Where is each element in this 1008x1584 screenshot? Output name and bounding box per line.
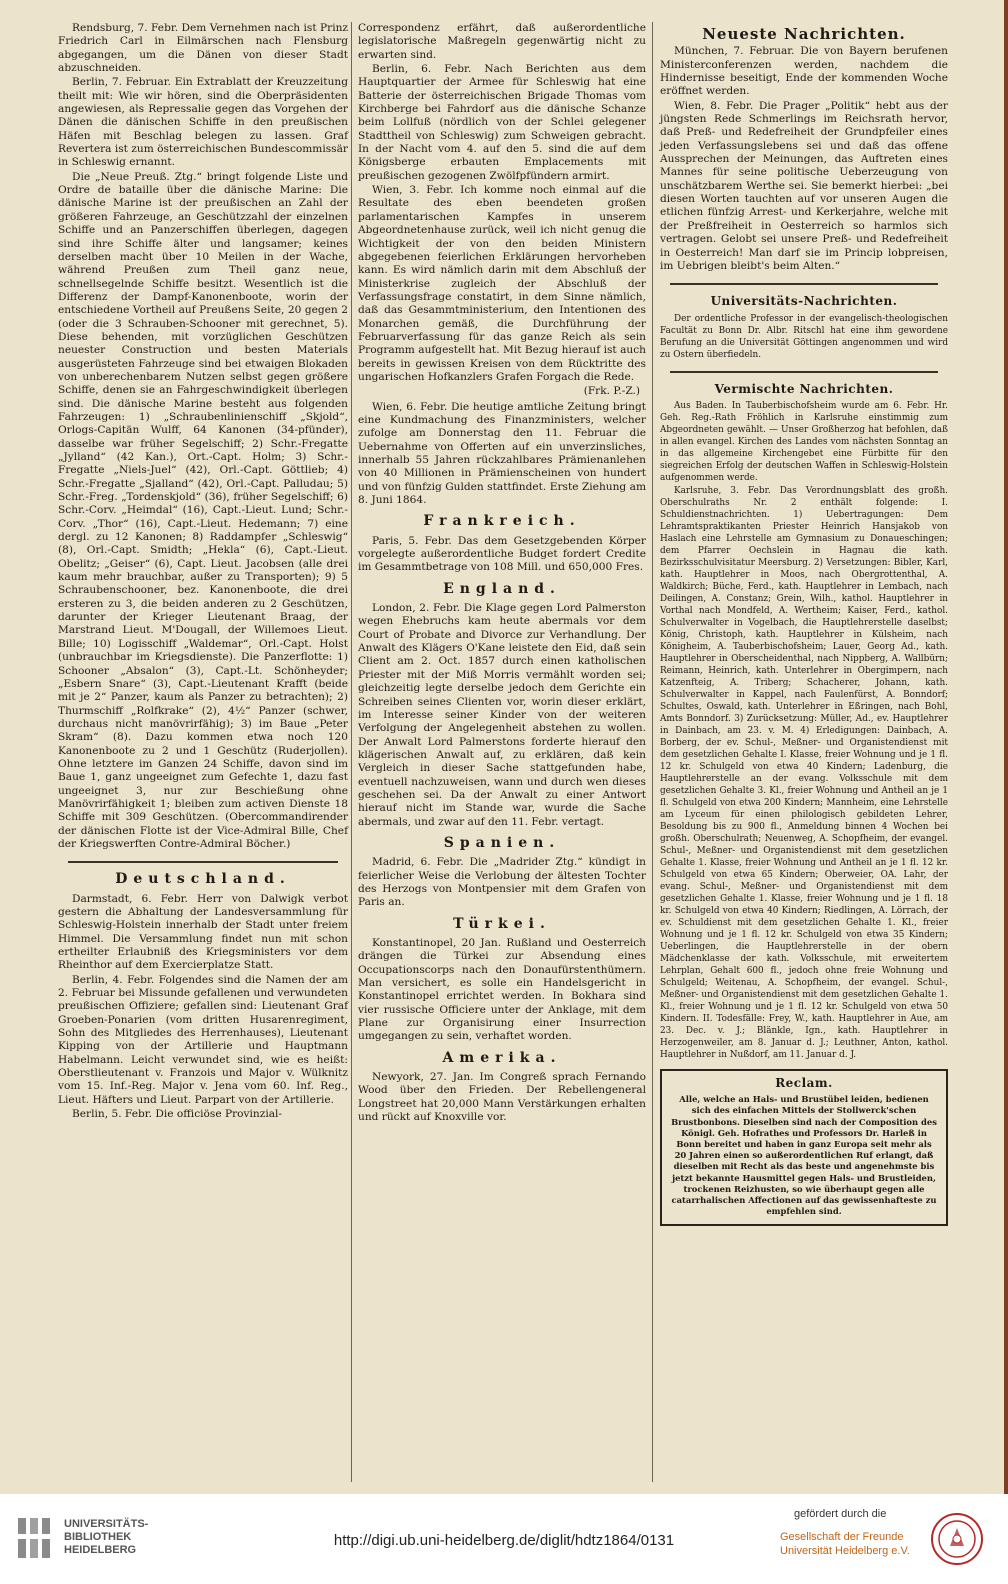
section-rule — [670, 283, 938, 285]
article-berlin-4: Berlin, 4. Febr. Folgendes sind die Namen der am 2. Februar bei Missunde gefallenen und verwundeten preußischen Offiziere; gefallen sind: Lieutenant Graf Groeben-Ponarien (vom dritten Husarenregiment, Sohn des Mitgliedes des Herrenhauses), Lieutenant Kipping von der Artillerie und Hauptmann Habelmann. Leicht verwundet sind, wie es heißt: Oberstlieutenant v. Franzois und Major v. Wülknitz vom 15. Inf.-Reg. Major v. Jena vom 60. Inf. Reg., Lieut. Häfters und Lieut. Parpart von der Artillerie. — [58, 973, 348, 1106]
heading-deutschland: Deutschland. — [115, 871, 291, 888]
sponsor-name[interactable] — [780, 1530, 910, 1558]
heading-reclam: Reclam. — [775, 1075, 833, 1090]
article-paris: Paris, 5. Febr. Das dem Gesetzgebenden Körper vorgelegte außerordentliche Budget fordert Credite im Gesammtbetrage von 108 Mill. und 650,000 Fres. — [358, 534, 646, 574]
source-signature: (Frk. P.-Z.) — [583, 385, 640, 398]
heading-universitaets-nachrichten: Universitäts-Nachrichten. — [710, 294, 898, 309]
section-rule — [670, 371, 938, 373]
sponsor-line-1: Gesellschaft der Freunde — [780, 1531, 904, 1543]
article-continuation: Correspondenz erfährt, daß außerordentliche legislatorische Maßregeln gegenwärtig nicht zu erwarten sind. — [358, 22, 646, 61]
column-3 — [660, 22, 948, 1226]
heading-tuerkei: Türkei. — [453, 915, 551, 932]
article-newyork: Newyork, 27. Jan. Im Congreß sprach Fernando Wood über den Frieden. Der Rebellengeneral Longstreet hat 20,000 Mann Verstärkungen erhalten und rückt auf Knoxville vor. — [358, 1071, 646, 1124]
library-line-2: BIBLIOTHEK — [64, 1531, 132, 1543]
university-seal-icon — [930, 1512, 984, 1566]
article-wien-3: Wien, 3. Febr. Ich komme noch einmal auf die Resultate des eben beendeten großen parlamentarischen Kampfes in unserem Abgeordnetenhause zurück, weil ich nicht genug die Wichtigkeit der von den beiden Ministern abgegebenen feierlichen Erklärungen hervorheben kann. Es wird nämlich darin mit dem Abschluß der Ministerkrise zugleich der Abschluß der Verfassungsfrage constatirt, in dem Sinne nämlich, daß das Gesammtministerium, den Intentionen des Monarchen gemäß, die Durchführung der Februarverfassung für das ganze Reich als sein Programm aufgestellt hat. Mit Bezug hierauf ist auch bereits in gewissen Kreisen von dem Rücktritte des ungarischen Hofkanzlers Grafen Forgach die Rede. — [358, 184, 646, 383]
heading-vermischte-nachrichten: Vermischte Nachrichten. — [714, 381, 894, 396]
article-darmstadt: Darmstadt, 6. Febr. Herr von Dalwigk verbot gestern die Abhaltung der Landesversammlung für Schleswig-Holstein innerhalb der Stadt unter freiem Himmel. Die Versammlung findet nun mit schon ertheilter Erlaubniß des Kriegsministers vor dem Rheinthor auf dem Exercierplatze Statt. — [58, 892, 348, 972]
heading-frankreich: Frankreich. — [423, 513, 581, 530]
article-berlin-5: Berlin, 5. Febr. Die officiöse Provinzial- — [72, 1108, 282, 1121]
heading-neueste-nachrichten: Neueste Nachrichten. — [702, 25, 906, 43]
library-line-3: HEIDELBERG — [64, 1544, 137, 1556]
column-2 — [358, 22, 646, 1125]
article-berlin-6: Berlin, 6. Febr. Nach Berichten aus dem Hauptquartier der Armee für Schleswig hat eine Batterie der österreichischen Brigade Thomas vom Kirchberge bei Fahrdorf aus die dänische Schanze beim Lollfuß (nördlich von der Schlei gelegener Stadttheil von Schleswig) zum Schweigen gebracht. In der Nacht vom 4. auf den 5. sind die auf dem Königsberge erbauten Emplacements mit preußischen gezogenen Zwölfpfündern armirt. — [358, 63, 646, 182]
article-london: London, 2. Febr. Die Klage gegen Lord Palmerston wegen Ehebruchs kam heute abermals vor dem Court of Probate and Divorce zur Verhandlung. Der Anwalt des Klägers O'Kane leistete den Eid, daß sein Client am 2. Oct. 1857 durch einen katholischen Priester mit der Miß Morris vermählt worden sei; gleichzeitig legte derselbe jedoch dem Gerichte ein Schreiben seines Clienten vor, worin dieser erklärt, im Interesse seiner Kinder von der weiteren Verfolgung der Angelegenheit abstehen zu wollen. Der Anwalt Lord Palmerstons forderte hierauf den klägerischen Anwalt auf, zu erklären, daß kein Vergleich in dieser Sache stattgefunden habe, eventuell nachzuweisen, wann und durch wen dieses geschehen sei. Da der Anwalt zu einer Antwort hierauf nicht im Stande war, wurde die Sache abermals, und zwar auf den 11. Febr. vertagt. — [358, 602, 646, 828]
footer-bar — [0, 1494, 1008, 1584]
article-konstantinopel: Konstantinopel, 20 Jan. Rußland und Oesterreich drängen die Türkei zur Absendung eines Occupationscorps nach den Donaufürstenthümern. Man versichert, es solle ein Handelsgericht in Konstantinopel errichtet werden. In Bokhara sind vier russische Officiere unter der Anklage, mit dem Plane zur Organisirung einer Insurrection umgegangen zu sein, verhaftet worden. — [358, 937, 646, 1043]
permalink-url[interactable]: http://digi.ub.uni-heidelberg.de/diglit/hdtz1864/0131 — [333, 1532, 675, 1549]
section-rule — [68, 861, 338, 863]
sponsor-label: gefördert durch die — [794, 1508, 887, 1520]
article-rendsburg: Rendsburg, 7. Febr. Dem Vernehmen nach ist Prinz Friedrich Carl in Eilmärschen nach Flensburg abgegangen, um die Dänen von dieser Stadt abzuschneiden. — [58, 22, 348, 75]
article-berlin-7: Berlin, 7. Februar. Ein Extrablatt der Kreuzzeitung theilt mit: Wie wir hören, sind die Oberpräsidenten angewiesen, als Repressalie gegen das Vorgehen der Dänen die dänischen Schiffe in den preußischen Häfen mit Beschlag belegen zu lassen. Graf Revertera ist zum österreichischen Bundescommissär in Schleswig ernannt. — [58, 76, 348, 169]
article-karlsruhe: Karlsruhe, 3. Febr. Das Verordnungsblatt des großh. Oberschulraths Nr. 2 enthält folgende: I. Schuldienstnachrichten. 1) Uebertragungen: Dem Lehramtspraktikanten Priester Heinrich Hansjakob von Haslach eine Lehrstelle am Gymnasium zu Donaueschingen; dem Pfarrer Oechslein in Hagnau die kath. Bezirksschulvisitatur Meersburg. 2) Versetzungen: Bibler, Karl, kath. Hauptlehrer in Moos, nach Obergrottenthal, A. Waldkirch; Büche, Ferd., kath. Hauptlehrer in Lembach, nach Deilingen, A. Constanz; Grein, Wilh., kathol. Hauptlehrer in Vorthal nach Mondfeld, A. Wertheim; Kaiser, Ferd., kathol. Schulverwalter in Vogelbach, die Hauptlehrerstelle daselbst; König, Christoph, kath. Hauptlehrer in Külsheim, nach Königheim, A. Tauberbischofsheim; Lauer, Georg Ad., kath. Hauptlehrer in Oberscheidenthal, nach Nippberg, A. Wallbürn; Reimann, Heinrich, kath. Unterlehrer in Obergimpern, nach Katzenfteig, A. Triberg; Schacherer, Johann, kath. Schulverwalter in Kappel, nach Faulenfürst, A. Bonndorf; Schultes, Oswald, kath. Unterlehrer in Eßringen, nach Bohl, Amts Bonndorf. 3) Zurücksetzung: Müller, Ad., ev. Hauptlehrer in Dainbach, am 23. v. M. 4) Erledigungen: Dainbach, A. Borberg, der ev. Schul-, Meßner- und Organistendienst mit dem gesetzlichen Gehalte I. Klasse, freier Wohnung und je 1 fl. 12 kr. Schulgeld von etwa 40 Kindern; Ladenburg, die Hauptlehrerstelle an der evang. Volksschule mit dem gesetzlichen Gehalte 3. Kl., freier Wohnung und Antheil an je 1 fl. Schulgeld von etwa 200 Kindern; Mannheim, eine Lehrstelle am Lyceum für einen philologisch gebildeten Lehrer, Besoldung bis zu 900 fl., Anmeldung binnen 4 Wochen bei großh. Oberschulrath; Neuenweg, A. Schopfheim, der evangel. Schul-, Meßner- und Organistendienst mit dem gesetzlichen Gehalte 1. Klasse, freier Wohnung und Antheil an je 1 fl. 12 kr. Schulgeld von etwa 65 Kindern; Oberweier, OA. Lahr, der evang. Schul-, Meßner- und Organistendienst mit dem gesetzlichen Gehalte 1. Klasse, freier Wohnung und je 1 fl. 18 kr. Schulgeld von etwa 40 Kindern; Riedlingen, A. Lörrach, der ev. Schuldienst mit dem gesetzlichen Gehalte 1. Kl., freier Wohnung und je 1 fl. 12 kr. Schulgeld von etwa 35 Kindern; Ueberlingen, die Hauptlehrerstelle in der obern Mädchenklasse der kath. Volksschule, mit erweitertem Lehrplan, Gehalt 600 fl., jedoch ohne freie Wohnung und Schulgeld; Weitenau, A. Schopfheim, der evangel. Schul-, Meßner- und Organistendienst mit dem gesetzlichen Gehalte 1. Kl., freier Wohnung und je 1 fl. 12 kr. Schulgeld von etwa 50 Kindern. II. Todesfälle: Frey, W., kath. Hauptlehrer in Aue, am 23. Dec. v. J.; Blänkle, Ign., kath. Hauptlehrer in Herzogenweiler, am 8. Januar d. J.; Leuthner, Anton, kathol. Hauptlehrer in Nußdorf, am 11. Januar d. J. — [660, 485, 948, 1060]
heading-spanien: Spanien. — [443, 834, 561, 851]
article-muenchen: München, 7. Februar. Die von Bayern berufenen Ministerconferenzen werden, nachdem die Hindernisse beseitigt, Ende der kommenden Woche eröffnet werden. — [660, 45, 948, 98]
article-madrid: Madrid, 6. Febr. Die „Madrider Ztg.“ kündigt in feierlicher Weise die Verlobung der ältesten Tochter des Herzogs von Montpensier mit dem Grafen von Paris an. — [358, 856, 646, 909]
article-wien-6: Wien, 6. Febr. Die heutige amtliche Zeitung bringt eine Kundmachung des Finanzministers, welcher zufolge am Donnerstag den 11. Februar die Uebernahme von Offerten auf ein unverzinsliches, innerhalb 55 Jahren rückzahlbares Prämienanlehen von 40 Millionen in Prämienscheinen von hundert und von fünfzig Gulden stattfindet. Erste Ziehung am 8. Juni 1864. — [358, 400, 646, 507]
article-danish-navy: Die „Neue Preuß. Ztg.“ bringt folgende Liste und Ordre de bataille über die dänische Marine: Die dänische Marine ist der preußischen an Zahl der größeren Fahrzeuge, an Geschützzahl der einzelnen Schiffe und an Panzerschiffen überlegen, dagegen sind ihre Schiffe älter und langsamer; keines derselben macht über 10 Meilen in der Wache, während Preußen zum Theil ganz neue, schnellsegelnde Schiffe besitzt. Wesentlich ist die Differenz der Dampf-Kanonenboote, worin der entschiedene Vortheil auf Preußens Seite, 20 gegen 2 (oder die 3 Schrauben-Schooner mit gerechnet, 5). Diese behenden, mit vorzüglichen Geschützen neuester Construction und besten Materials ausgerüsteten Fahrzeuge sind bei etwaigen Blokaden von unberechenbarem Nutzen selbst gegen größere Schiffe, denen sie an Fahrgeschwindigkeit überlegen sind. Die dänische Marine besteht aus folgenden Fahrzeugen: 1) „Schraubenlinienschiff „Skjold“, Orlogs-Capitän Wulff, 64 Kanonen (34-pfünder), dasselbe war früher Segelschiff; 2) Schr.-Fregatte „Jylland“ (42 Kan.), Ort.-Capt. Holm; 3) Schr.-Fregatte „Niels-Juel“ (42), Orl.-Capt. Göttlieb; 4) Schr.-Fregatte „Sjalland“ (42), Orl.-Capt. Palludau; 5) Schr.-Freg. „Tordenskjold“ (36), früher Segelschiff; 6) Schr.-Corv. „Heimdal“ (16), Capt.-Lieut. Lund; Schr.-Corv. „Thor“ (16), Capt.-Lieut. Hedemann; 7) eine dergl. zu 12 Kanonen; 8) Raddampfer „Schleswig“ (8), Orl.-Capt. Smidth; „Hekla“ (6), Capt.-Lieut. Obelitz; „Geiser“ (6), Capt. Lieut. Jacobsen (alle drei kaum mehr brauchbar, außer zu Transporten); 9) 5 Schraubenschooner, bez. Kanonenboote, die drei ersteren zu 3, die beiden anderen zu 2 Geschützen, darunter der Krieger Lieutenant Braag, der Marstrand Lieut. M'Dougall, der Willemoes Lieut. Bille; 10) Logisschiff „Waldemar“, Orl.-Capt. Holst (unbrauchbar im Kriegsdienste). Die Panzerflotte: 1) Schooner „Absalon“ (3), Capt.-Lt. Schönheyder; „Esbern Snare“ (3), Capt.-Lieutenant Krafft (beide mit je 2“ Panzer, kaum als Panzer zu betrachten); 2) Thurmschiff „Rolfkrake“ (2), 4½“ Panzer (schwer, durchaus nicht manövrirfähig); 3) im Baue „Peter Skram“ (8). Dazu kommen etwa noch 120 Kanonenboote zu 2 und 1 Geschütz (Ruderjollen). Ohne letztere im Ganzen 24 Schiffe, davon sind im Baue 1, ganz ungeeignet zum Gefechte 1, dazu fast ungeeignet 3, nur zur Beschießung ohne Manövrirfähigkeit 1; bleiben zum activen Dienste 18 Schiffe mit 309 Geschützen. (Obercommandirender der dänischen Flotte ist der Vice-Admiral Bille, Chef der Kriegswerften Contre-Admiral Böcher.) — [58, 170, 348, 850]
sponsor-line-2: Universität Heidelberg e.V. — [780, 1545, 910, 1557]
column-rule — [351, 22, 352, 1482]
library-line-1: UNIVERSITÄTS- — [64, 1518, 149, 1530]
article-wien-8: Wien, 8. Febr. Die Prager „Politik“ hebt aus der jüngsten Rede Schmerlings im Reichsrath hervor, daß Preß- und Redefreiheit der Grundpfeiler eines jeden Verfassungslebens sei und daß das offene Aussprechen der Meinungen, das Auftreten eines Mannes für seine politische Ueberzeugung von unschätzbarem Werthe sei. Sie bemerkt hierbei: „bei diesen Worten tauchten auf vor unseren Augen die etlichen fünfzig Arrest- und Kerkerjahre, welche mit der Preßfreiheit in Oesterreich so harmlos sich vertragen. Gelobt sei unsere Preß- und Redefreiheit in Oesterreich! Man darf sie im Princip lobpreisen, im Uebrigen bleibt's beim Alten.“ — [660, 99, 948, 272]
article-aus-baden: Aus Baden. In Tauberbischofsheim wurde am 6. Febr. Hr. Geh. Reg.-Rath Fröhlich in Karlsruhe einstimmig zum Abgeordneten gewählt. — Unser Großherzog hat befohlen, daß in allen evangel. Kirchen des Landes vom nächsten Sonntag an in das allgemeine Kirchengebet eine Fürbitte für den siegreichen Erfolg der deutschen Waffen in Schleswig-Holstein aufgenommen werde. — [660, 400, 948, 483]
column-rule — [652, 22, 653, 1482]
column-1 — [58, 22, 348, 1123]
heading-england: England. — [443, 580, 561, 597]
heading-amerika: Amerika. — [442, 1049, 562, 1066]
reclam-text: Alle, welche an Hals- und Brustübel leiden, bedienen sich des einfachen Mittels der Stollwerck'schen Brustbonbons. Dieselben sind nach der Composition des Königl. Geh. Hofrathes und Professors Dr. Harleß in Bonn bereitet und haben in ganz Europa seit mehr als 20 Jahren einen so außerordentlichen Ruf erlangt, daß dieselben mit Recht als das beste und angenehmste bis jetzt bekannte Hausmittel gegen Hals- und Brustleiden, trockenen Reizhusten, so wie überhaupt gegen alle catarrhalischen Affectionen auf das gewissenhafteste zu empfehlen sind. — [671, 1094, 937, 1217]
reclam-advertisement — [660, 1069, 948, 1227]
article-bonn: Der ordentliche Professor in der evangelisch-theologischen Facultät zu Bonn Dr. Albr. Ritschl hat eine ihm gewordene Berufung an die Universität Göttingen angenommen und wird zu Ostern überfiedeln. — [660, 313, 948, 360]
